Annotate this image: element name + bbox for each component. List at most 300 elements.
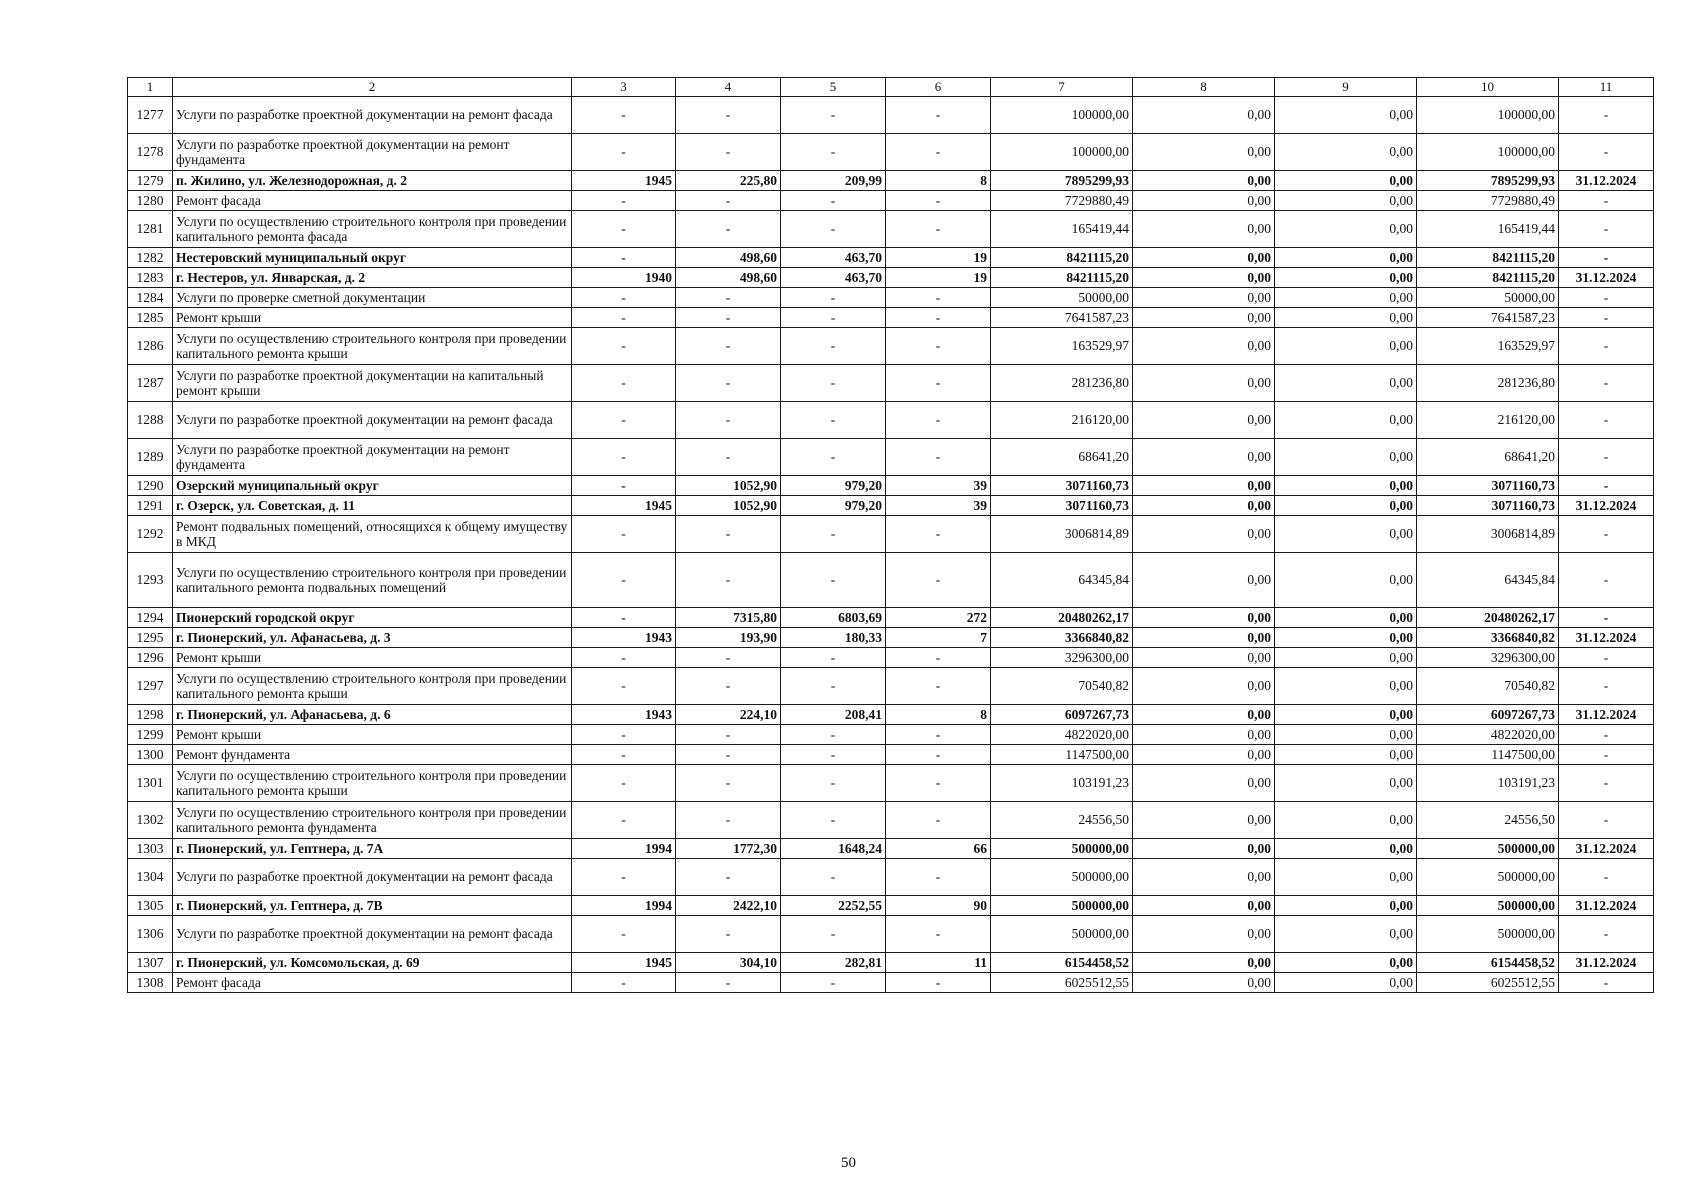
row-col-4: 7315,80 [676,608,781,628]
row-number: 1282 [128,248,173,268]
row-col-3: - [572,134,676,171]
row-col-10: 100000,00 [1417,134,1559,171]
row-col-9: 0,00 [1275,134,1417,171]
row-col-10: 8421115,20 [1417,248,1559,268]
row-number: 1305 [128,896,173,916]
row-col-9: 0,00 [1275,402,1417,439]
row-col-7: 64345,84 [991,553,1133,608]
row-col-5: - [781,365,886,402]
row-col-6: - [886,516,991,553]
table-row [128,765,1654,802]
row-col-7: 281236,80 [991,365,1133,402]
row-number: 1278 [128,134,173,171]
table-row [128,802,1654,839]
row-col-5: - [781,648,886,668]
row-col-6: - [886,668,991,705]
row-col-5: - [781,973,886,993]
row-col-6: 7 [886,628,991,648]
row-col-3: - [572,288,676,308]
row-col-4: - [676,725,781,745]
row-col-9: 0,00 [1275,211,1417,248]
row-col-5: - [781,308,886,328]
table-header [128,78,1654,97]
row-col-4: 1772,30 [676,839,781,859]
row-col-11: - [1559,608,1654,628]
row-col-7: 7729880,49 [991,191,1133,211]
row-name: Услуги по осуществлению строительного контроля при проведении капитального ремонта подвальных помещений [173,553,572,608]
row-col-11: - [1559,725,1654,745]
row-col-6: - [886,365,991,402]
table-row [128,97,1654,134]
row-col-7: 165419,44 [991,211,1133,248]
row-col-10: 24556,50 [1417,802,1559,839]
row-col-9: 0,00 [1275,328,1417,365]
row-name: Ремонт крыши [173,725,572,745]
row-col-6: - [886,745,991,765]
row-col-6: 19 [886,248,991,268]
row-col-5: 6803,69 [781,608,886,628]
row-col-5: 180,33 [781,628,886,648]
row-number: 1308 [128,973,173,993]
row-col-3: 1940 [572,268,676,288]
row-col-5: - [781,191,886,211]
row-number: 1297 [128,668,173,705]
row-col-3: - [572,973,676,993]
row-name: Услуги по проверке сметной документации [173,288,572,308]
row-col-4: - [676,916,781,953]
row-name: Услуги по разработке проектной документации на ремонт фундамента [173,439,572,476]
row-number: 1284 [128,288,173,308]
row-col-11: - [1559,308,1654,328]
row-col-4: 2422,10 [676,896,781,916]
header-col-1: 1 [128,78,173,97]
row-col-3: 1994 [572,839,676,859]
header-col-2: 2 [173,78,572,97]
row-name: Услуги по осуществлению строительного контроля при проведении капитального ремонта крыши [173,328,572,365]
row-col-8: 0,00 [1133,268,1275,288]
header-col-11: 11 [1559,78,1654,97]
row-col-10: 500000,00 [1417,859,1559,896]
row-number: 1288 [128,402,173,439]
row-col-10: 68641,20 [1417,439,1559,476]
row-name: Услуги по разработке проектной документации на ремонт фундамента [173,134,572,171]
row-col-7: 3366840,82 [991,628,1133,648]
row-col-5: - [781,328,886,365]
row-col-8: 0,00 [1133,953,1275,973]
row-col-4: 304,10 [676,953,781,973]
row-col-8: 0,00 [1133,496,1275,516]
row-col-4: 498,60 [676,268,781,288]
row-col-7: 3006814,89 [991,516,1133,553]
header-col-6: 6 [886,78,991,97]
row-col-8: 0,00 [1133,668,1275,705]
row-col-3: - [572,439,676,476]
header-col-9: 9 [1275,78,1417,97]
row-number: 1287 [128,365,173,402]
row-col-5: - [781,765,886,802]
table-row [128,839,1654,859]
row-col-7: 20480262,17 [991,608,1133,628]
row-col-8: 0,00 [1133,308,1275,328]
row-number: 1307 [128,953,173,973]
row-number: 1289 [128,439,173,476]
table-row [128,725,1654,745]
row-col-10: 3296300,00 [1417,648,1559,668]
row-col-9: 0,00 [1275,745,1417,765]
row-col-4: - [676,308,781,328]
row-col-9: 0,00 [1275,648,1417,668]
row-col-7: 1147500,00 [991,745,1133,765]
row-col-5: - [781,97,886,134]
row-name: Услуги по разработке проектной документации на ремонт фасада [173,97,572,134]
row-col-11: 31.12.2024 [1559,839,1654,859]
row-number: 1280 [128,191,173,211]
row-col-6: 90 [886,896,991,916]
row-col-11: - [1559,745,1654,765]
row-col-7: 7641587,23 [991,308,1133,328]
row-name: Услуги по осуществлению строительного контроля при проведении капитального ремонта фасада [173,211,572,248]
table-row [128,973,1654,993]
row-col-4: 1052,90 [676,496,781,516]
row-col-3: - [572,916,676,953]
row-col-5: - [781,553,886,608]
table-row [128,308,1654,328]
row-col-4: - [676,973,781,993]
row-col-3: - [572,308,676,328]
row-number: 1294 [128,608,173,628]
row-col-5: - [781,916,886,953]
row-col-11: - [1559,916,1654,953]
row-number: 1283 [128,268,173,288]
row-name: Ремонт подвальных помещений, относящихся к общему имуществу в МКД [173,516,572,553]
row-col-7: 8421115,20 [991,248,1133,268]
row-col-4: - [676,802,781,839]
row-col-3: 1943 [572,628,676,648]
row-col-5: - [781,211,886,248]
row-col-8: 0,00 [1133,402,1275,439]
row-name: Услуги по осуществлению строительного контроля при проведении капитального ремонта фундамента [173,802,572,839]
row-col-3: - [572,402,676,439]
table-row [128,171,1654,191]
row-col-4: - [676,97,781,134]
row-col-8: 0,00 [1133,839,1275,859]
row-name: Пионерский городской округ [173,608,572,628]
row-number: 1290 [128,476,173,496]
row-col-8: 0,00 [1133,553,1275,608]
row-col-7: 3071160,73 [991,476,1133,496]
row-col-6: - [886,553,991,608]
row-col-3: - [572,648,676,668]
row-col-8: 0,00 [1133,608,1275,628]
row-col-4: - [676,211,781,248]
row-col-11: 31.12.2024 [1559,171,1654,191]
row-name: Услуги по разработке проектной документации на ремонт фасада [173,402,572,439]
row-col-11: - [1559,191,1654,211]
row-col-11: - [1559,553,1654,608]
row-col-5: - [781,802,886,839]
row-name: г. Озерск, ул. Советская, д. 11 [173,496,572,516]
row-col-11: - [1559,288,1654,308]
row-col-9: 0,00 [1275,628,1417,648]
row-col-5: - [781,516,886,553]
row-col-7: 3296300,00 [991,648,1133,668]
row-col-9: 0,00 [1275,725,1417,745]
row-col-3: - [572,516,676,553]
row-col-6: - [886,439,991,476]
row-col-9: 0,00 [1275,553,1417,608]
row-col-8: 0,00 [1133,802,1275,839]
header-col-10: 10 [1417,78,1559,97]
row-col-6: - [886,328,991,365]
row-col-6: 19 [886,268,991,288]
row-col-8: 0,00 [1133,628,1275,648]
row-col-3: - [572,725,676,745]
row-col-9: 0,00 [1275,97,1417,134]
row-col-8: 0,00 [1133,288,1275,308]
row-col-3: - [572,745,676,765]
row-number: 1293 [128,553,173,608]
row-col-10: 500000,00 [1417,916,1559,953]
row-col-8: 0,00 [1133,648,1275,668]
row-col-8: 0,00 [1133,745,1275,765]
row-col-9: 0,00 [1275,859,1417,896]
row-col-9: 0,00 [1275,496,1417,516]
row-name: Ремонт фасада [173,191,572,211]
row-col-9: 0,00 [1275,365,1417,402]
row-col-5: - [781,668,886,705]
header-col-7: 7 [991,78,1133,97]
row-col-4: - [676,328,781,365]
row-col-11: 31.12.2024 [1559,628,1654,648]
row-col-5: 463,70 [781,248,886,268]
row-name: г. Нестеров, ул. Январская, д. 2 [173,268,572,288]
row-name: г. Пионерский, ул. Афанасьева, д. 6 [173,705,572,725]
row-col-9: 0,00 [1275,668,1417,705]
table-row [128,268,1654,288]
row-col-10: 7729880,49 [1417,191,1559,211]
row-col-3: - [572,328,676,365]
table-row [128,134,1654,171]
row-col-7: 3071160,73 [991,496,1133,516]
row-col-9: 0,00 [1275,191,1417,211]
row-col-11: - [1559,248,1654,268]
row-col-10: 4822020,00 [1417,725,1559,745]
row-col-6: - [886,288,991,308]
row-col-9: 0,00 [1275,953,1417,973]
row-col-3: 1943 [572,705,676,725]
row-col-5: - [781,745,886,765]
row-col-4: 225,80 [676,171,781,191]
row-col-11: - [1559,402,1654,439]
row-col-11: - [1559,859,1654,896]
row-col-5: 979,20 [781,496,886,516]
row-number: 1306 [128,916,173,953]
row-col-5: 1648,24 [781,839,886,859]
row-number: 1292 [128,516,173,553]
row-col-4: - [676,288,781,308]
row-col-9: 0,00 [1275,308,1417,328]
row-col-5: - [781,288,886,308]
row-col-7: 4822020,00 [991,725,1133,745]
row-name: г. Пионерский, ул. Афанасьева, д. 3 [173,628,572,648]
row-col-10: 64345,84 [1417,553,1559,608]
row-number: 1301 [128,765,173,802]
row-col-5: 463,70 [781,268,886,288]
row-col-5: 2252,55 [781,896,886,916]
row-col-9: 0,00 [1275,608,1417,628]
row-col-7: 500000,00 [991,896,1133,916]
row-col-7: 8421115,20 [991,268,1133,288]
row-col-8: 0,00 [1133,134,1275,171]
row-col-3: - [572,476,676,496]
row-col-3: 1994 [572,896,676,916]
row-col-3: - [572,802,676,839]
row-col-7: 100000,00 [991,97,1133,134]
row-col-11: - [1559,365,1654,402]
row-col-11: - [1559,134,1654,171]
row-col-11: 31.12.2024 [1559,896,1654,916]
row-col-8: 0,00 [1133,328,1275,365]
row-name: Услуги по разработке проектной документации на ремонт фасада [173,916,572,953]
table-row [128,439,1654,476]
row-col-9: 0,00 [1275,705,1417,725]
row-col-5: - [781,725,886,745]
row-col-10: 216120,00 [1417,402,1559,439]
row-col-6: - [886,916,991,953]
row-col-11: - [1559,476,1654,496]
row-col-3: 1945 [572,953,676,973]
row-col-6: - [886,802,991,839]
header-col-4: 4 [676,78,781,97]
row-col-7: 7895299,93 [991,171,1133,191]
row-col-8: 0,00 [1133,476,1275,496]
row-number: 1279 [128,171,173,191]
row-col-9: 0,00 [1275,476,1417,496]
row-col-8: 0,00 [1133,97,1275,134]
row-col-6: - [886,859,991,896]
row-col-3: - [572,608,676,628]
row-col-9: 0,00 [1275,802,1417,839]
row-col-10: 6154458,52 [1417,953,1559,973]
table-row [128,953,1654,973]
row-col-6: - [886,97,991,134]
row-col-11: - [1559,668,1654,705]
row-name: Ремонт фундамента [173,745,572,765]
row-col-11: - [1559,516,1654,553]
row-col-3: - [572,765,676,802]
row-col-6: - [886,191,991,211]
data-table [127,77,1654,993]
row-name: Озерский муниципальный округ [173,476,572,496]
table-row [128,608,1654,628]
row-name: г. Пионерский, ул. Комсомольская, д. 69 [173,953,572,973]
row-col-6: - [886,725,991,745]
row-col-6: - [886,211,991,248]
row-col-10: 165419,44 [1417,211,1559,248]
row-col-10: 6025512,55 [1417,973,1559,993]
table-row [128,745,1654,765]
table-row [128,248,1654,268]
row-col-10: 281236,80 [1417,365,1559,402]
row-col-8: 0,00 [1133,765,1275,802]
row-col-9: 0,00 [1275,765,1417,802]
row-col-9: 0,00 [1275,916,1417,953]
row-col-10: 7895299,93 [1417,171,1559,191]
row-col-11: - [1559,765,1654,802]
row-col-10: 3071160,73 [1417,476,1559,496]
row-number: 1300 [128,745,173,765]
row-col-9: 0,00 [1275,839,1417,859]
row-col-8: 0,00 [1133,191,1275,211]
row-col-10: 100000,00 [1417,97,1559,134]
row-col-9: 0,00 [1275,896,1417,916]
row-col-10: 103191,23 [1417,765,1559,802]
row-col-3: 1945 [572,171,676,191]
row-col-11: - [1559,211,1654,248]
row-col-7: 50000,00 [991,288,1133,308]
row-col-7: 100000,00 [991,134,1133,171]
row-col-4: - [676,745,781,765]
row-col-8: 0,00 [1133,248,1275,268]
table-row [128,859,1654,896]
row-col-6: - [886,648,991,668]
row-col-11: - [1559,648,1654,668]
row-col-3: - [572,553,676,608]
row-col-4: - [676,191,781,211]
row-col-8: 0,00 [1133,859,1275,896]
table-row [128,191,1654,211]
table-row [128,288,1654,308]
row-name: Услуги по разработке проектной документации на капитальный ремонт крыши [173,365,572,402]
row-col-4: 1052,90 [676,476,781,496]
table-row [128,476,1654,496]
row-col-7: 163529,97 [991,328,1133,365]
row-col-10: 70540,82 [1417,668,1559,705]
row-col-6: 11 [886,953,991,973]
row-col-8: 0,00 [1133,916,1275,953]
row-col-11: - [1559,439,1654,476]
header-col-5: 5 [781,78,886,97]
row-number: 1285 [128,308,173,328]
table-body [128,97,1654,993]
row-col-4: - [676,402,781,439]
header-col-8: 8 [1133,78,1275,97]
row-col-9: 0,00 [1275,248,1417,268]
row-col-4: 498,60 [676,248,781,268]
row-col-6: 8 [886,705,991,725]
row-col-6: - [886,973,991,993]
row-col-5: - [781,859,886,896]
row-name: Услуги по разработке проектной документации на ремонт фасада [173,859,572,896]
row-col-8: 0,00 [1133,211,1275,248]
row-name: Ремонт крыши [173,308,572,328]
row-col-7: 500000,00 [991,859,1133,896]
row-col-4: - [676,648,781,668]
row-col-3: - [572,248,676,268]
row-col-8: 0,00 [1133,705,1275,725]
row-col-6: - [886,402,991,439]
row-col-9: 0,00 [1275,171,1417,191]
row-col-9: 0,00 [1275,268,1417,288]
row-col-10: 6097267,73 [1417,705,1559,725]
row-col-5: 979,20 [781,476,886,496]
row-col-10: 8421115,20 [1417,268,1559,288]
row-name: Ремонт крыши [173,648,572,668]
row-col-4: - [676,516,781,553]
row-col-11: - [1559,97,1654,134]
row-name: Ремонт фасада [173,973,572,993]
row-col-6: 39 [886,476,991,496]
